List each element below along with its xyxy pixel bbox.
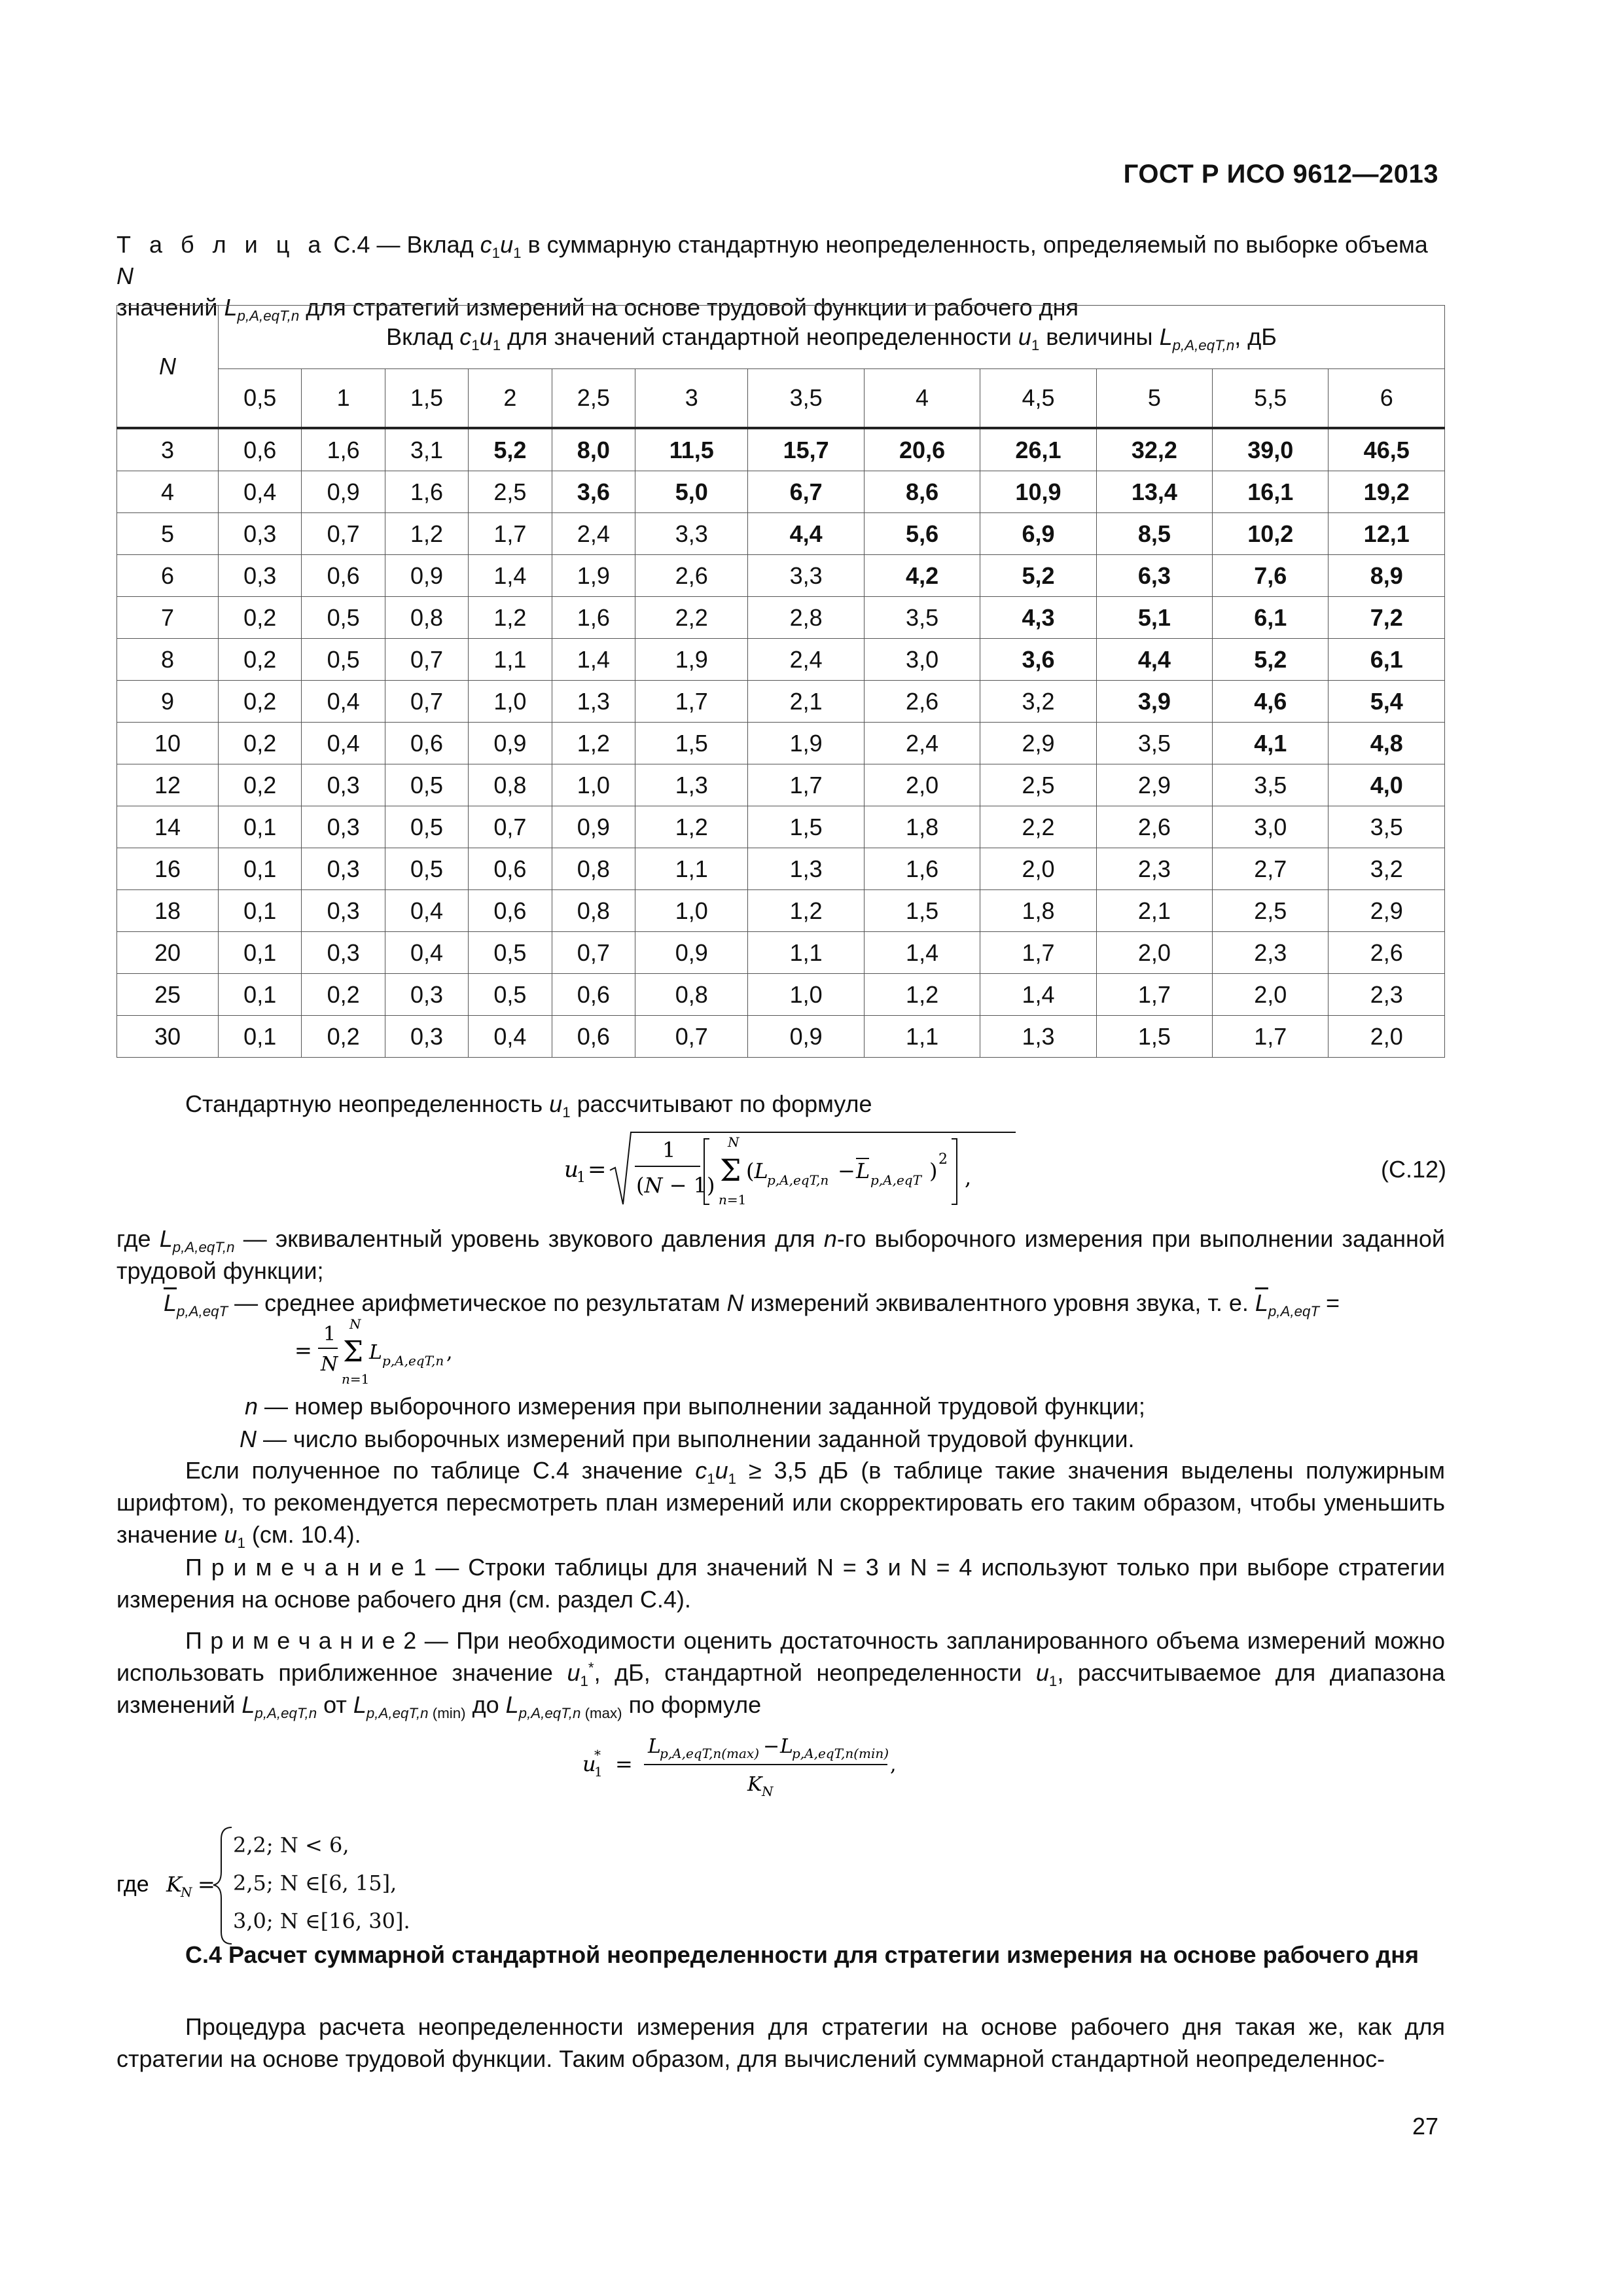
svg-text:1: 1: [577, 1170, 586, 1186]
table-cell: 20,6: [864, 428, 980, 471]
table-cell: 0,6: [219, 428, 302, 471]
table-cell: 0,5: [302, 639, 385, 681]
table-cell: 0,8: [469, 764, 552, 806]
table-cell: 10,9: [980, 471, 1096, 513]
svg-text:K: K: [166, 1872, 182, 1897]
table-cell: 0,8: [552, 890, 635, 932]
table-cell: 2,6: [1096, 806, 1212, 848]
table-cell: 3,9: [1096, 681, 1212, 723]
kn-cases: [233, 1826, 410, 1940]
table-cell: 0,2: [219, 639, 302, 681]
table-cell: 0,8: [635, 974, 748, 1016]
table-cell: 1,2: [385, 513, 468, 555]
row-n-cell: 14: [117, 806, 219, 848]
table-cell: 6,1: [1329, 639, 1445, 681]
table-cell: 1,6: [302, 428, 385, 471]
table-cell: 6,3: [1096, 555, 1212, 597]
table-cell: 2,0: [1096, 932, 1212, 974]
table-cell: 2,2: [635, 597, 748, 639]
table-cell: 2,5: [1213, 890, 1329, 932]
table-cell: 1,1: [635, 848, 748, 890]
where-item-1: где $L_{p,A,eqT,n}$ — эквивалентный уровень звукового давления для n-го выборочного измерения при выполнении заданной трудовой функции;: [116, 1225, 1445, 1284]
svg-text:,: ,: [890, 1753, 897, 1776]
table-row: [117, 890, 1445, 932]
svg-text:K: K: [747, 1773, 762, 1796]
table-cell: 8,6: [864, 471, 980, 513]
svg-text:u: u: [564, 1157, 579, 1183]
table-cell: 1,7: [635, 681, 748, 723]
table-cell: 3,6: [980, 639, 1096, 681]
formula-intro: Стандартную неопределенность $u_1$ рассчитывают по формуле: [185, 1090, 872, 1121]
table-cell: 1,9: [552, 555, 635, 597]
table-cell: 0,9: [552, 806, 635, 848]
u-value-header: 0,5: [219, 369, 302, 429]
row-n-cell: 12: [117, 764, 219, 806]
table-cell: 0,6: [469, 848, 552, 890]
table-cell: 4,8: [1329, 723, 1445, 764]
table-cell: 1,6: [552, 597, 635, 639]
svg-text:n=1: n=1: [342, 1371, 370, 1387]
table-cell: 1,9: [635, 639, 748, 681]
svg-text:L: L: [369, 1341, 382, 1364]
row-n-cell: 6: [117, 555, 219, 597]
u-value-header: 1: [302, 369, 385, 429]
table-cell: 1,3: [635, 764, 748, 806]
u-value-header: 3,5: [748, 369, 864, 429]
table-cell: 0,4: [302, 681, 385, 723]
where-item-4: N — число выборочных измерений при выполнении заданной трудовой функции.: [240, 1426, 1135, 1452]
table-cell: 0,1: [219, 1016, 302, 1058]
caption-label: Т а б л и ц а: [116, 231, 327, 258]
table-cell: 4,4: [1096, 639, 1212, 681]
table-cell: 0,8: [385, 597, 468, 639]
table-cell: 1,0: [635, 890, 748, 932]
svg-text:*: *: [594, 1747, 601, 1763]
svg-text:=: =: [198, 1872, 215, 1897]
u-value-header: 1,5: [385, 369, 468, 429]
svg-text:1: 1: [594, 1764, 603, 1780]
table-cell: 0,5: [469, 932, 552, 974]
table-cell: 6,7: [748, 471, 864, 513]
table-cell: 3,5: [864, 597, 980, 639]
group-header: Вклад $c_1u_1$ для значений стандартной неопределенности $u_1$ величины $L_{p,A,eqT,n}$, дБ: [219, 306, 1445, 369]
table-cell: 2,6: [1329, 932, 1445, 974]
table-cell: 0,6: [385, 723, 468, 764]
table-cell: 0,9: [385, 555, 468, 597]
table-cell: 2,8: [748, 597, 864, 639]
table-cell: 0,2: [302, 1016, 385, 1058]
table-cell: 0,2: [219, 597, 302, 639]
table-cell: 2,0: [1213, 974, 1329, 1016]
table-cell: 0,1: [219, 806, 302, 848]
table-cell: 2,4: [552, 513, 635, 555]
svg-text:=: =: [588, 1157, 607, 1183]
table-cell: 0,6: [552, 1016, 635, 1058]
svg-text:p,A,eqT: p,A,eqT: [870, 1172, 921, 1188]
page-number: 27: [1412, 2113, 1438, 2140]
table-cell: 3,0: [864, 639, 980, 681]
table-cell: 4,0: [1329, 764, 1445, 806]
u-value-header: 2,5: [552, 369, 635, 429]
table-row: [117, 639, 1445, 681]
table-cell: 0,5: [385, 848, 468, 890]
table-cell: 19,2: [1329, 471, 1445, 513]
kn-case-line: 2,2; N < 6,: [233, 1833, 349, 1857]
table-row: [117, 932, 1445, 974]
table-cell: 1,2: [748, 890, 864, 932]
table-cell: 0,3: [302, 932, 385, 974]
table-cell: 5,2: [469, 428, 552, 471]
caption-text-3: значений: [116, 294, 224, 321]
table-cell: 0,5: [385, 764, 468, 806]
svg-text:p,A,eqT,n(max): p,A,eqT,n(max): [660, 1746, 760, 1761]
table-cell: 0,1: [219, 974, 302, 1016]
table-cell: 1,0: [748, 974, 864, 1016]
uncertainty-table: [116, 305, 1445, 1058]
row-n-cell: 18: [117, 890, 219, 932]
table-cell: 4,4: [748, 513, 864, 555]
svg-text:p,A,eqT,n(min): p,A,eqT,n(min): [792, 1746, 889, 1761]
table-cell: 39,0: [1213, 428, 1329, 471]
table-cell: 1,7: [469, 513, 552, 555]
caption-text-2: в суммарную стандартную неопределенность, определяемый по выборке объема: [521, 231, 1428, 258]
u-value-header: 4: [864, 369, 980, 429]
row-n-cell: 7: [117, 597, 219, 639]
table-cell: 2,4: [748, 639, 864, 681]
table-cell: 2,9: [980, 723, 1096, 764]
row-n-cell: 3: [117, 428, 219, 471]
row-n-cell: 20: [117, 932, 219, 974]
table-cell: 7,2: [1329, 597, 1445, 639]
table-cell: 1,4: [980, 974, 1096, 1016]
table-cell: 1,1: [748, 932, 864, 974]
table-cell: 0,3: [219, 513, 302, 555]
table-cell: 1,5: [748, 806, 864, 848]
table-cell: 0,2: [302, 974, 385, 1016]
table-cell: 0,1: [219, 932, 302, 974]
table-cell: 2,0: [864, 764, 980, 806]
svg-text:(L: (L: [746, 1158, 768, 1183]
table-cell: 5,4: [1329, 681, 1445, 723]
table-cell: 6,1: [1213, 597, 1329, 639]
table-cell: 2,6: [864, 681, 980, 723]
table-cell: 3,5: [1213, 764, 1329, 806]
row-n-cell: 9: [117, 681, 219, 723]
table-row: [117, 974, 1445, 1016]
paragraph-recommendation: Если полученное по таблице С.4 значение $c_1u_1 \ge 3,5$ дБ (в таблице такие значения выделены полужирным шрифтом), то рекомендуется пересмотреть план измерений или скорректировать его таким образом, чтобы уменьшить значение $u_1$ (см. 10.4).: [116, 1457, 1446, 1551]
table-cell: 13,4: [1096, 471, 1212, 513]
caption-number: С.4: [333, 231, 370, 258]
u-values-row: [117, 369, 1445, 429]
table-cell: 4,2: [864, 555, 980, 597]
table-cell: 0,7: [635, 1016, 748, 1058]
table-cell: 0,9: [302, 471, 385, 513]
table-cell: 1,7: [1213, 1016, 1329, 1058]
table-cell: 7,6: [1213, 555, 1329, 597]
table-cell: 0,1: [219, 848, 302, 890]
table-cell: 46,5: [1329, 428, 1445, 471]
table-cell: 26,1: [980, 428, 1096, 471]
table-cell: 1,7: [1096, 974, 1212, 1016]
table-cell: 0,2: [219, 764, 302, 806]
table-cell: 1,2: [635, 806, 748, 848]
table-cell: 12,1: [1329, 513, 1445, 555]
table-cell: 2,5: [469, 471, 552, 513]
table-cell: 1,5: [864, 890, 980, 932]
row-n-cell: 5: [117, 513, 219, 555]
table-cell: 2,0: [1329, 1016, 1445, 1058]
u-value-header: 6: [1329, 369, 1445, 429]
table-cell: 16,1: [1213, 471, 1329, 513]
table-cell: 0,4: [302, 723, 385, 764]
table-row: [117, 681, 1445, 723]
row-n-cell: 25: [117, 974, 219, 1016]
svg-text:N: N: [728, 1134, 740, 1150]
table-cell: 11,5: [635, 428, 748, 471]
table-cell: 1,8: [864, 806, 980, 848]
svg-text:=: =: [294, 1338, 312, 1363]
svg-text:N: N: [762, 1784, 774, 1799]
svg-text:p,A,eqT,n: p,A,eqT,n: [767, 1172, 829, 1188]
svg-text:L: L: [856, 1158, 870, 1183]
table-cell: 3,1: [385, 428, 468, 471]
standard-header: ГОСТ Р ИСО 9612—2013: [1123, 160, 1438, 188]
table-cell: 1,2: [469, 597, 552, 639]
table-cell: 0,7: [469, 806, 552, 848]
table-cell: 3,2: [1329, 848, 1445, 890]
u-value-header: 2: [469, 369, 552, 429]
caption-text-4: для стратегий измерений на основе трудовой функции и рабочего дня: [299, 294, 1079, 321]
svg-text:N: N: [349, 1316, 361, 1332]
table-cell: 2,3: [1213, 932, 1329, 974]
table-cell: 0,3: [302, 764, 385, 806]
table-cell: 0,7: [552, 932, 635, 974]
table-row: [117, 597, 1445, 639]
table-cell: 0,4: [385, 932, 468, 974]
where-item-2: $\overline{L}_{p,A,eqT}$ — среднее арифметическое по результатам N измерений эквивалентного уровня звука, т. е. $\overline{L}_{p,A,eqT}$ =: [164, 1289, 1340, 1319]
table-cell: 2,5: [980, 764, 1096, 806]
table-cell: 0,9: [748, 1016, 864, 1058]
table-row: [117, 555, 1445, 597]
table-cell: 1,4: [469, 555, 552, 597]
equation-number: (С.12): [1380, 1156, 1446, 1183]
table-cell: 4,1: [1213, 723, 1329, 764]
note-2: П р и м е ч а н и е 2 — При необходимости оценить достаточность запланированного объема измерений можно использовать приближенное значение $u_1^*$, дБ, стандартной неопределенности $u_1$, рассчитываемое для диапазона изменений $L_{p,A,eqT,n}$ от $L_{p,A,eqT,n (min)}$ до $L_{p,A,eqT,n (max)}$ по формуле: [116, 1627, 1445, 1721]
kn-case-line: 3,0; N ∈[16, 30].: [233, 1909, 410, 1933]
row-n-cell: 30: [117, 1016, 219, 1058]
formula-c12-graphic: [564, 1127, 1088, 1212]
table-cell: 0,8: [552, 848, 635, 890]
table-cell: 1,8: [980, 890, 1096, 932]
row-n-cell: 8: [117, 639, 219, 681]
table-cell: 2,9: [1096, 764, 1212, 806]
table-cell: 1,1: [469, 639, 552, 681]
svg-text:p,A,eqT,n: p,A,eqT,n: [382, 1353, 444, 1369]
table-row: [117, 848, 1445, 890]
caption-text-1: — Вклад: [370, 231, 480, 258]
table-cell: 1,7: [980, 932, 1096, 974]
svg-text:,: ,: [446, 1341, 453, 1364]
table-cell: 1,3: [980, 1016, 1096, 1058]
table-row: [117, 428, 1445, 471]
table-cell: 5,1: [1096, 597, 1212, 639]
table-cell: 0,3: [302, 806, 385, 848]
table-cell: 0,5: [302, 597, 385, 639]
table-cell: 10,2: [1213, 513, 1329, 555]
table-cell: 1,5: [1096, 1016, 1212, 1058]
svg-text:где: где: [116, 1872, 149, 1897]
kn-case-line: 2,5; N ∈[6, 15],: [233, 1871, 397, 1895]
table-cell: 1,4: [864, 932, 980, 974]
table-cell: 2,0: [980, 848, 1096, 890]
svg-text:L: L: [780, 1735, 793, 1758]
n-header: N: [117, 306, 219, 429]
table-cell: 5,6: [864, 513, 980, 555]
table-cell: 0,2: [219, 723, 302, 764]
table-cell: 3,3: [748, 555, 864, 597]
table-cell: 0,3: [385, 974, 468, 1016]
table-cell: 2,9: [1329, 890, 1445, 932]
table-cell: 1,6: [864, 848, 980, 890]
table-cell: 2,4: [864, 723, 980, 764]
svg-text:−: −: [763, 1735, 780, 1758]
table-row: [117, 513, 1445, 555]
table-cell: 1,7: [748, 764, 864, 806]
table-cell: 1,3: [748, 848, 864, 890]
table-cell: 0,7: [302, 513, 385, 555]
table-cell: 0,4: [385, 890, 468, 932]
table-cell: 15,7: [748, 428, 864, 471]
row-n-cell: 16: [117, 848, 219, 890]
table-cell: 3,3: [635, 513, 748, 555]
table-cell: 0,9: [635, 932, 748, 974]
table-cell: 32,2: [1096, 428, 1212, 471]
section-title: С.4 Расчет суммарной стандартной неопределенности для стратегии измерения на основе рабочего дня: [185, 1941, 1419, 1968]
table-cell: 0,3: [385, 1016, 468, 1058]
table-cell: 0,3: [302, 848, 385, 890]
table-cell: 4,3: [980, 597, 1096, 639]
table-cell: 8,0: [552, 428, 635, 471]
u-value-header: 5: [1096, 369, 1212, 429]
table-cell: 1,0: [469, 681, 552, 723]
table-row: [117, 806, 1445, 848]
table-cell: 3,0: [1213, 806, 1329, 848]
where-item-3: n — номер выборочного измерения при выполнении заданной трудовой функции;: [245, 1393, 1145, 1420]
svg-text:N: N: [181, 1884, 192, 1900]
table-cell: 3,6: [552, 471, 635, 513]
table-cell: 0,4: [219, 471, 302, 513]
table-row: [117, 723, 1445, 764]
mean-formula-graphic: [294, 1316, 504, 1388]
table-cell: 2,1: [1096, 890, 1212, 932]
table-row: [117, 1016, 1445, 1058]
svg-text:(N − 1): (N − 1): [636, 1173, 715, 1198]
svg-text:n=1: n=1: [719, 1192, 747, 1208]
u-value-header: 4,5: [980, 369, 1096, 429]
svg-text:−: −: [838, 1158, 855, 1183]
section-paragraph: Процедура расчета неопределенности измерения для стратегии на основе рабочего дня такая же, как для стратегии на основе трудовой функции. Таким образом, для вычислений суммарной стандартной неопределеннос-: [116, 2013, 1445, 2072]
table-cell: 2,6: [635, 555, 748, 597]
table-cell: 2,7: [1213, 848, 1329, 890]
table-cell: 1,3: [552, 681, 635, 723]
table-cell: 1,6: [385, 471, 468, 513]
table-cell: 0,6: [302, 555, 385, 597]
table-cell: 1,4: [552, 639, 635, 681]
svg-text:u: u: [582, 1751, 596, 1776]
table-cell: 2,2: [980, 806, 1096, 848]
table-cell: 0,5: [385, 806, 468, 848]
approx-formula: [576, 1728, 1034, 1800]
table-cell: 0,2: [219, 681, 302, 723]
table-cell: 4,6: [1213, 681, 1329, 723]
table-cell: 6,9: [980, 513, 1096, 555]
row-n-cell: 4: [117, 471, 219, 513]
table-cell: 0,3: [302, 890, 385, 932]
table-cell: 1,2: [864, 974, 980, 1016]
svg-text:Σ: Σ: [343, 1335, 364, 1369]
svg-text:1: 1: [662, 1138, 676, 1162]
svg-text:L: L: [648, 1735, 661, 1758]
table-row: [117, 764, 1445, 806]
svg-text:): ): [929, 1158, 938, 1183]
table-cell: 3,5: [1329, 806, 1445, 848]
svg-text:,: ,: [965, 1165, 972, 1190]
table-cell: 0,3: [219, 555, 302, 597]
table-row: [117, 471, 1445, 513]
table-cell: 2,3: [1329, 974, 1445, 1016]
table-cell: 0,1: [219, 890, 302, 932]
table-cell: 3,5: [1096, 723, 1212, 764]
table-cell: 2,3: [1096, 848, 1212, 890]
table-cell: 1,1: [864, 1016, 980, 1058]
table-cell: 1,2: [552, 723, 635, 764]
table-cell: 3,2: [980, 681, 1096, 723]
svg-text:Σ: Σ: [720, 1153, 741, 1188]
table-body: [117, 428, 1445, 1058]
table-cell: 0,6: [552, 974, 635, 1016]
formula-c12: [564, 1127, 1088, 1212]
table-cell: 8,5: [1096, 513, 1212, 555]
table-caption: Т а б л и ц а С.4 — Вклад $c_1u_1$ в суммарную стандартную неопределенность, определяемый по выборке объема N значений $L_{p,A,eqT,n}$ для стратегий измерений на основе трудовой функции и рабочего дня: [116, 231, 1428, 324]
table-cell: 5,0: [635, 471, 748, 513]
table-cell: 5,2: [980, 555, 1096, 597]
table-cell: 1,0: [552, 764, 635, 806]
table-cell: 0,6: [469, 890, 552, 932]
table-cell: 1,5: [635, 723, 748, 764]
table-cell: 0,9: [469, 723, 552, 764]
svg-text:2: 2: [938, 1151, 948, 1168]
note-1: П р и м е ч а н и е 1 — Строки таблицы для значений N = 3 и N = 4 используют только при выборе стратегии измерения на основе рабочего дня (см. раздел С.4).: [116, 1554, 1446, 1613]
table-cell: 0,7: [385, 639, 468, 681]
svg-text:1: 1: [323, 1323, 336, 1346]
approx-formula-graphic: [576, 1728, 1034, 1800]
svg-text:N: N: [321, 1353, 338, 1376]
table-cell: 0,7: [385, 681, 468, 723]
u-value-header: 3: [635, 369, 748, 429]
row-n-cell: 10: [117, 723, 219, 764]
svg-text:=: =: [615, 1751, 633, 1776]
mean-formula: [294, 1316, 504, 1388]
table-cell: 1,9: [748, 723, 864, 764]
u-value-header: 5,5: [1213, 369, 1329, 429]
table-cell: 5,2: [1213, 639, 1329, 681]
table-cell: 0,5: [469, 974, 552, 1016]
table-cell: 0,4: [469, 1016, 552, 1058]
table-cell: 8,9: [1329, 555, 1445, 597]
table-cell: 2,1: [748, 681, 864, 723]
